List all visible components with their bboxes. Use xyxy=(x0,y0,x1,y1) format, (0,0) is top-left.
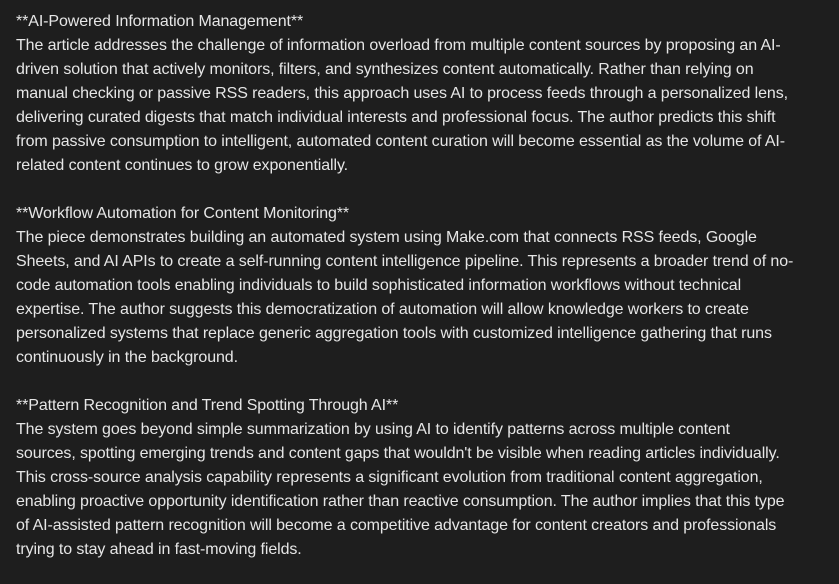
paragraph-line: The system goes beyond simple summarization by using AI to identify patterns across multiple content xyxy=(16,421,730,438)
paragraph-line: driven solution that actively monitors, filters, and synthesizes content automatically. Rather than relying on xyxy=(16,61,754,78)
section-heading: **AI-Powered Information Management** xyxy=(16,13,304,30)
section-ai-powered-information-management xyxy=(16,10,826,178)
section-paragraph xyxy=(16,418,826,562)
paragraph-line: manual checking or passive RSS readers, this approach uses AI to process feeds through a personalized lens, xyxy=(16,85,788,102)
paragraph-line: This cross-source analysis capability represents a significant evolution from traditional content aggregation, xyxy=(16,469,763,486)
paragraph-line: The article addresses the challenge of information overload from multiple content sources by proposing an AI- xyxy=(16,37,781,54)
document-body xyxy=(16,10,826,562)
section-pattern-recognition xyxy=(16,394,826,562)
paragraph-line: delivering curated digests that match individual interests and professional focus. The author predicts this shift xyxy=(16,109,776,126)
paragraph-line: sources, spotting emerging trends and content gaps that wouldn't be visible when reading articles individually. xyxy=(16,445,780,462)
paragraph-line: continuously in the background. xyxy=(16,349,238,366)
paragraph-line: Sheets, and AI APIs to create a self-running content intelligence pipeline. This represents a broader trend of no- xyxy=(16,253,794,270)
paragraph-line: The piece demonstrates building an automated system using Make.com that connects RSS feeds, Google xyxy=(16,229,757,246)
paragraph-line: personalized systems that replace generic aggregation tools with customized intelligence gathering that runs xyxy=(16,325,772,342)
section-workflow-automation xyxy=(16,202,826,370)
section-paragraph xyxy=(16,226,826,370)
section-paragraph xyxy=(16,34,826,178)
section-heading: **Workflow Automation for Content Monitoring** xyxy=(16,205,350,222)
paragraph-line: from passive consumption to intelligent, automated content curation will become essential as the volume of AI- xyxy=(16,133,785,150)
paragraph-line: of AI-assisted pattern recognition will become a competitive advantage for content creators and professionals xyxy=(16,517,777,534)
paragraph-line: expertise. The author suggests this democratization of automation will allow knowledge workers to create xyxy=(16,301,749,318)
paragraph-line: trying to stay ahead in fast-moving fields. xyxy=(16,541,302,558)
paragraph-line: code automation tools enabling individuals to build sophisticated information workflows without technical xyxy=(16,277,742,294)
paragraph-line: enabling proactive opportunity identification rather than reactive consumption. The author implies that this type xyxy=(16,493,785,510)
paragraph-line: related content continues to grow exponentially. xyxy=(16,157,349,174)
section-heading: **Pattern Recognition and Trend Spotting Through AI** xyxy=(16,397,399,414)
